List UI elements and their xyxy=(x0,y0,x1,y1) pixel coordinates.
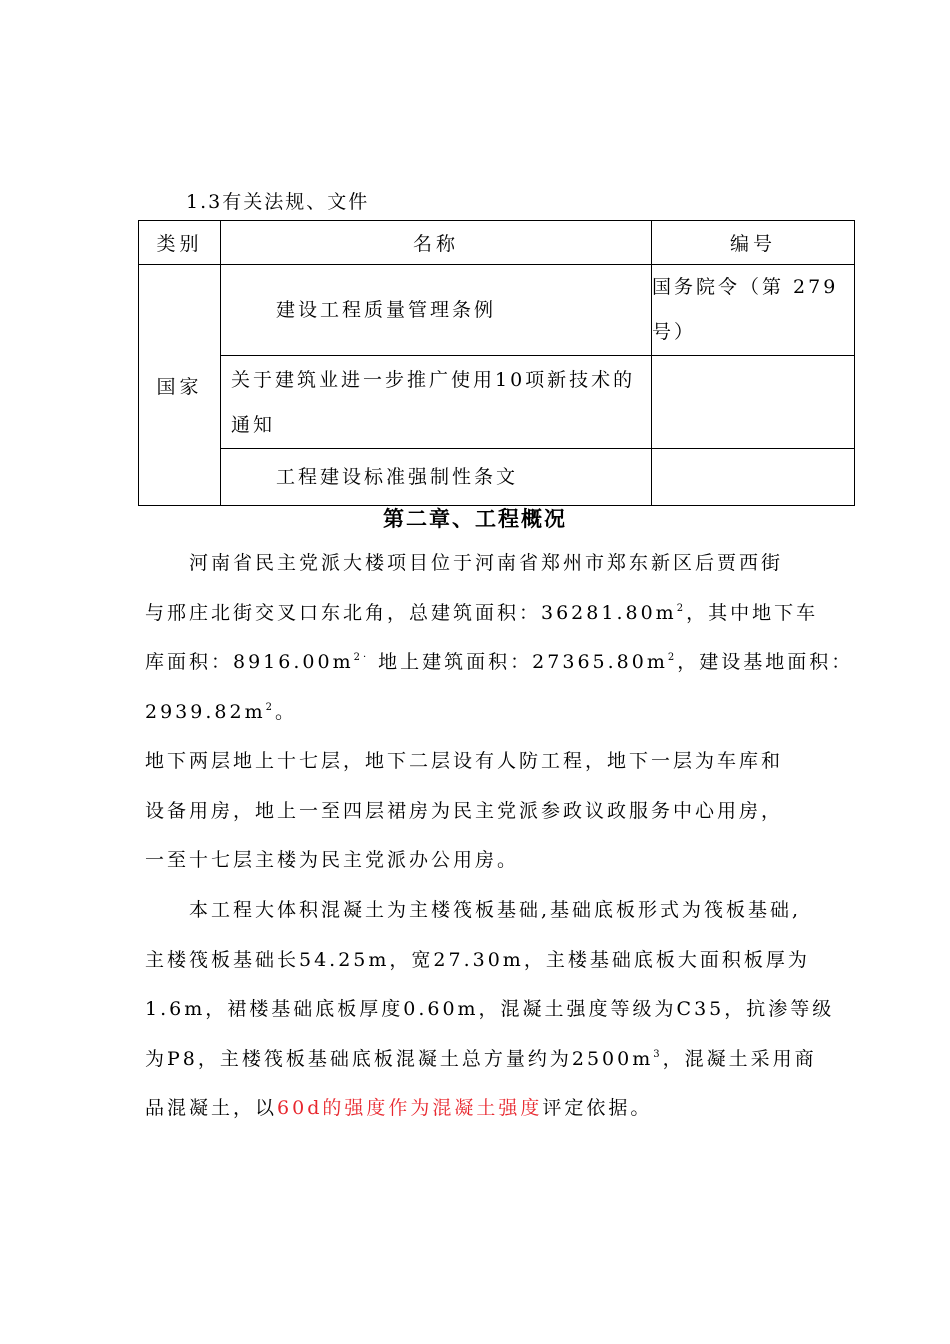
superscript: 2 xyxy=(676,602,687,614)
text-line: 一至十七层主楼为民主党派办公用房。 xyxy=(145,849,520,871)
text-line: 地下两层地上十七层，地下二层设有人防工程，地下一层为车库和 xyxy=(145,750,784,772)
superscript: 3 xyxy=(653,1048,663,1060)
table-row xyxy=(139,449,855,506)
text-line xyxy=(145,638,854,688)
text-line: 主楼筏板基础长54.25m，宽27.30m，主楼基础底板大面积板厚为 xyxy=(145,948,810,971)
text-line xyxy=(145,688,825,738)
regulation-name-line2: 通知 xyxy=(231,414,276,436)
text-fragment: 品混凝土，以 xyxy=(145,1097,278,1119)
superscript: 2 xyxy=(667,652,678,663)
text-line: 设备用房，地上一至四层裙房为民主党派参政议政服务中心用房， xyxy=(145,799,784,822)
table-row xyxy=(139,265,855,356)
building-floors-paragraph xyxy=(145,737,825,886)
regulation-name: 工程建设标准强制性条文 xyxy=(221,449,652,506)
text-line xyxy=(145,1084,825,1134)
header-name: 名称 xyxy=(221,221,652,265)
concrete-foundation-paragraph xyxy=(145,886,835,1134)
regulation-name-line1: 关于建筑业进一步推广使用10项新技术的 xyxy=(231,369,636,391)
text-fragment: 地上建筑面积：27365.80m xyxy=(369,651,668,673)
header-code: 编号 xyxy=(652,221,855,265)
regulation-code-line1: 国务院令（第 279 xyxy=(652,276,839,298)
table-row xyxy=(139,356,855,449)
superscript: 2· xyxy=(353,652,370,663)
regulation-code xyxy=(652,449,855,506)
highlighted-text: 60d的强度作为混凝土强度 xyxy=(277,1097,543,1119)
text-fragment: 评定依据。 xyxy=(542,1097,653,1119)
section-heading: 1.3有关法规、文件 xyxy=(186,191,370,213)
text-fragment: ，混凝土采用商 xyxy=(662,1047,817,1070)
superscript: 2 xyxy=(265,701,275,713)
text-fragment: 库面积：8916.00m xyxy=(145,651,354,673)
regulation-code-line2: 号） xyxy=(652,321,697,343)
project-location-paragraph xyxy=(145,539,854,737)
text-line xyxy=(145,1035,825,1085)
text-fragment: ，其中地下车 xyxy=(686,601,819,624)
chapter-title: 第二章、工程概况 xyxy=(383,506,567,531)
table-header-row xyxy=(139,221,855,265)
text-fragment: ，建设基地面积： xyxy=(677,651,854,673)
regulation-code xyxy=(652,265,855,356)
header-category: 类别 xyxy=(139,221,221,265)
regulation-name xyxy=(221,356,652,449)
regulations-table xyxy=(138,220,855,506)
text-fragment: 。 xyxy=(274,700,297,723)
text-fragment: 2939.82m xyxy=(145,700,266,723)
category-cell: 国家 xyxy=(139,265,221,506)
regulation-code xyxy=(652,356,855,449)
text-line: 1.6m，裙楼基础底板厚度0.60m，混凝土强度等级为C35，抗渗等级 xyxy=(145,998,835,1020)
regulation-name: 建设工程质量管理条例 xyxy=(221,265,652,356)
text-line: 本工程大体积混凝土为主楼筏板基础,基础底板形式为筏板基础, xyxy=(145,899,802,921)
text-line xyxy=(145,589,825,639)
text-fragment: 为P8，主楼筏板基础底板混凝土总方量约为2500m xyxy=(145,1047,654,1070)
text-line: 河南省民主党派大楼项目位于河南省郑州市郑东新区后贾西街 xyxy=(145,552,784,574)
text-fragment: 与邢庄北街交叉口东北角，总建筑面积：36281.80m xyxy=(145,601,677,624)
